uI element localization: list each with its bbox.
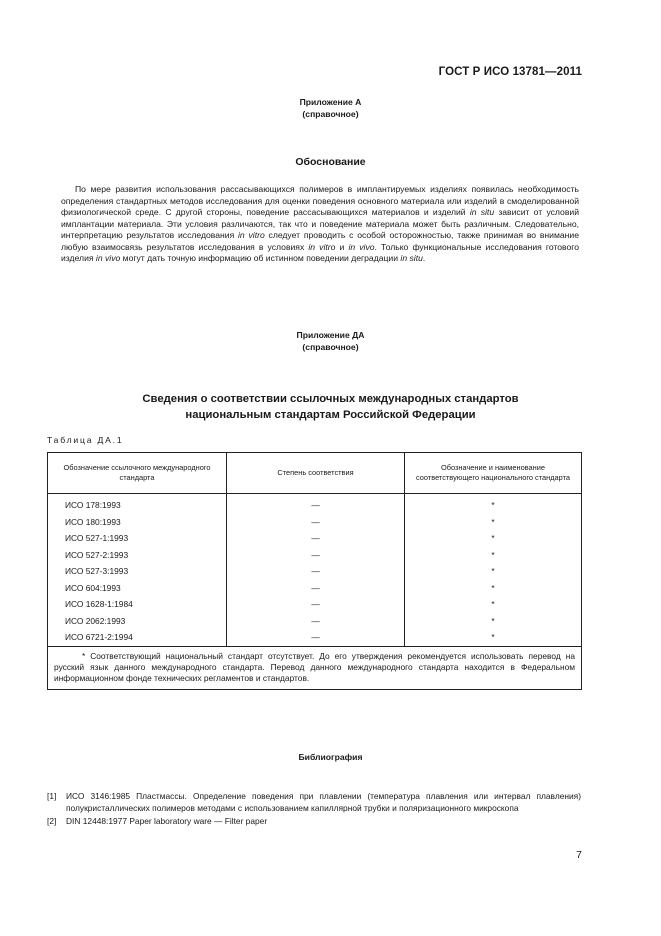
cell-national: *	[405, 547, 582, 564]
cell-standard: ИСО 180:1993	[48, 514, 227, 531]
annex-da-heading-line2: национальным стандартам Российской Федерации	[185, 409, 476, 421]
table-footnote-row	[48, 646, 582, 690]
cell-degree: —	[227, 514, 405, 531]
header-degree-of-correspondence: Степень соответствия	[227, 453, 405, 494]
cell-degree: —	[227, 580, 405, 597]
bibliography-item	[47, 791, 581, 814]
cell-standard: ИСО 527-1:1993	[48, 530, 227, 547]
cell-degree: —	[227, 629, 405, 646]
annex-a-heading: Обоснование	[295, 156, 366, 168]
table-row	[48, 530, 582, 547]
cell-degree: —	[227, 547, 405, 564]
cell-standard: ИСО 527-2:1993	[48, 547, 227, 564]
bibliography-item	[47, 816, 581, 828]
table-footnote: * Соответствующий национальный стандарт отсутствует. До его утверждения рекомендуется использовать перевод на русский язык данного международного стандарта. Перевод данного международного стандарта находится в Федеральном информационном фонде технических регламентов и стандартов.	[48, 646, 582, 690]
cell-degree: —	[227, 530, 405, 547]
cell-national: *	[405, 563, 582, 580]
cell-degree: —	[227, 563, 405, 580]
page-number: 7	[576, 849, 582, 861]
cell-national: *	[405, 530, 582, 547]
table-row	[48, 580, 582, 597]
table-header-row	[48, 453, 582, 494]
bibliography-item-text: DIN 12448:1977 Paper laboratory ware — Filter paper	[66, 816, 268, 826]
table-caption: Таблица ДА.1	[47, 435, 124, 445]
cell-national: *	[405, 580, 582, 597]
annex-a-subtitle: (справочное)	[302, 109, 359, 119]
cell-degree: —	[227, 494, 405, 514]
cell-standard: ИСО 604:1993	[48, 580, 227, 597]
bibliography-item-number: [1]	[47, 791, 57, 801]
cell-standard: ИСО 1628-1:1984	[48, 596, 227, 613]
bibliography-list	[47, 791, 581, 830]
table-row	[48, 547, 582, 564]
bibliography-item-number: [2]	[47, 816, 57, 826]
annex-a-title: Приложение А	[299, 97, 362, 107]
annex-da-title: Приложение ДА	[296, 330, 365, 340]
annex-da-heading-line1: Сведения о соответствии ссылочных международных стандартов	[142, 393, 519, 405]
cell-national: *	[405, 613, 582, 630]
bibliography-item-text: ИСО 3146:1985 Пластмассы. Определение поведения при плавлении (температура плавления или интервал плавления) полукристаллических полимеров методами с использованием капиллярной трубки и поляризационного микроскопа	[66, 791, 581, 813]
cell-standard: ИСО 6721-2:1994	[48, 629, 227, 646]
table-row	[48, 494, 582, 514]
standards-correspondence-table	[47, 452, 582, 690]
bibliography-title: Библиография	[298, 752, 363, 762]
cell-degree: —	[227, 613, 405, 630]
annex-a-paragraph: По мере развития использования рассасывающихся полимеров в имплантируемых изделиях появилась необходимость определения стандартных методов исследования для оценки поведения основного материала или изделий в смоделированной физиологической среде. С другой стороны, поведение рассасывающихся материалов и изделий in situ зависит от условий имплантации материала. Эти условия различаются, так что и поведение материала может быть различным. Следовательно, интерпретацию результатов исследования in vitro следует проводить с особой осторожностью, также принимая во внимание любую взаимосвязь результатов исследования в условиях in vitro и in vivo. Только функциональные исследования готового изделия in vivo могут дать точную информацию об истинном поведении деградации in situ.	[61, 184, 580, 263]
annex-da-subtitle: (справочное)	[302, 342, 359, 352]
table-row	[48, 596, 582, 613]
table-row	[48, 514, 582, 531]
document-id-header: ГОСТ Р ИСО 13781—2011	[438, 66, 582, 78]
cell-standard: ИСО 178:1993	[48, 494, 227, 514]
cell-national: *	[405, 494, 582, 514]
header-national-standard: Обозначение и наименование соответствующего национального стандарта	[405, 453, 582, 494]
cell-degree: —	[227, 596, 405, 613]
header-international-standard: Обозначение ссылочного международного стандарта	[48, 453, 227, 494]
table-row	[48, 563, 582, 580]
cell-standard: ИСО 2062:1993	[48, 613, 227, 630]
table-row	[48, 613, 582, 630]
cell-national: *	[405, 629, 582, 646]
cell-national: *	[405, 596, 582, 613]
table-row	[48, 629, 582, 646]
cell-national: *	[405, 514, 582, 531]
cell-standard: ИСО 527-3:1993	[48, 563, 227, 580]
